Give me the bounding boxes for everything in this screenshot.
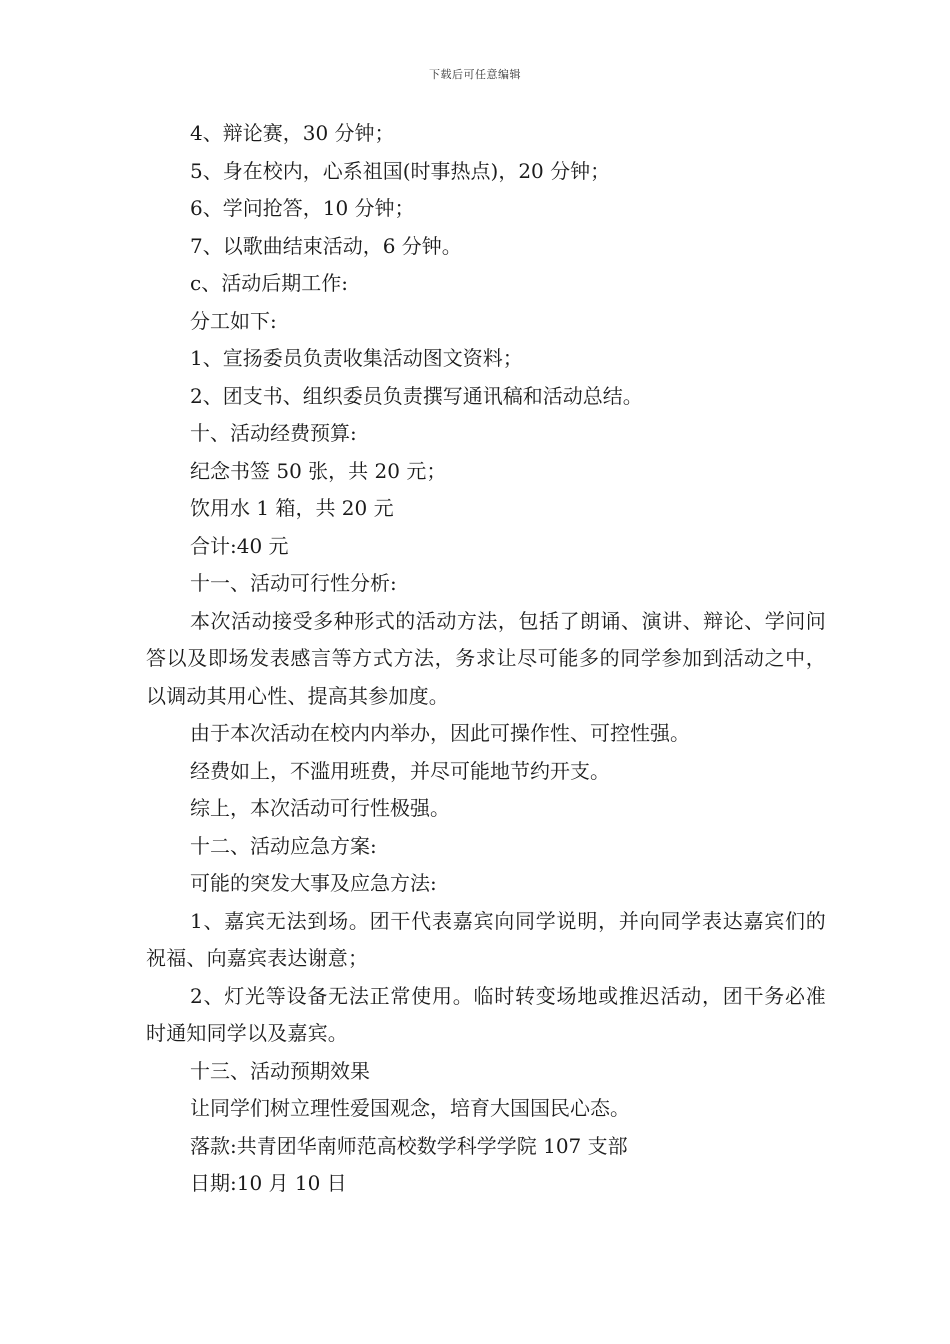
schedule-item-7: 7、以歌曲结束活动，6 分钟。 <box>190 233 462 258</box>
budget-total: 合计:40 元 <box>190 533 289 558</box>
emergency-item-1: 1、嘉宾无法到场。团干代表嘉宾向同学说明，并向同学表达嘉宾们的祝福、向嘉宾表达谢意； <box>146 908 826 970</box>
emergency-heading: 可能的突发大事及应急方法: <box>190 871 437 895</box>
expected-effect: 让同学们树立理性爱国观念，培育大国国民心态。 <box>190 1096 630 1120</box>
division-heading: 分工如下: <box>190 308 277 333</box>
section-10-heading: 十、活动经费预算: <box>190 421 357 445</box>
budget-item-bookmarks: 纪念书签 50 张，共 20 元； <box>190 458 447 483</box>
section-11-heading: 十一、活动可行性分析: <box>190 571 397 595</box>
schedule-item-6: 6、学问抢答，10 分钟； <box>190 196 415 220</box>
division-item-1: 1、宣扬委员负责收集活动图文资料； <box>190 346 523 370</box>
document-body <box>146 115 826 1203</box>
emergency-item-2: 2、灯光等设备无法正常使用。临时转变场地或推迟活动，团干务必准时通知同学以及嘉宾。 <box>146 983 826 1045</box>
section-c-heading: c、活动后期工作: <box>190 271 348 295</box>
feasibility-line-3: 综上，本次活动可行性极强。 <box>190 796 450 820</box>
feasibility-line-2: 经费如上，不滥用班费，并尽可能地节约开支。 <box>190 758 610 783</box>
signature-line: 落款:共青团华南师范高校数学科学学院 107 支部 <box>190 1133 628 1158</box>
section-12-heading: 十二、活动应急方案: <box>190 833 377 858</box>
schedule-item-4: 4、辩论赛，30 分钟； <box>190 121 395 145</box>
date-line: 日期:10 月 10 日 <box>190 1171 347 1195</box>
feasibility-paragraph: 本次活动接受多种形式的活动方法，包括了朗诵、演讲、辩论、学问问答以及即场发表感言等方式方法，务求让尽可能多的同学参加到活动之中，以调动其用心性、提高其参加度。 <box>146 608 826 708</box>
section-13-heading: 十三、活动预期效果 <box>190 1058 370 1083</box>
budget-item-water: 饮用水 1 箱，共 20 元 <box>190 496 394 520</box>
feasibility-line-1: 由于本次活动在校内内举办，因此可操作性、可控性强。 <box>190 721 690 745</box>
division-item-2: 2、团支书、组织委员负责撰写通讯稿和活动总结。 <box>190 383 643 408</box>
page-header: 下载后可任意编辑 <box>429 68 521 81</box>
schedule-item-5: 5、身在校内，心系祖国(时事热点)，20 分钟； <box>190 158 611 183</box>
